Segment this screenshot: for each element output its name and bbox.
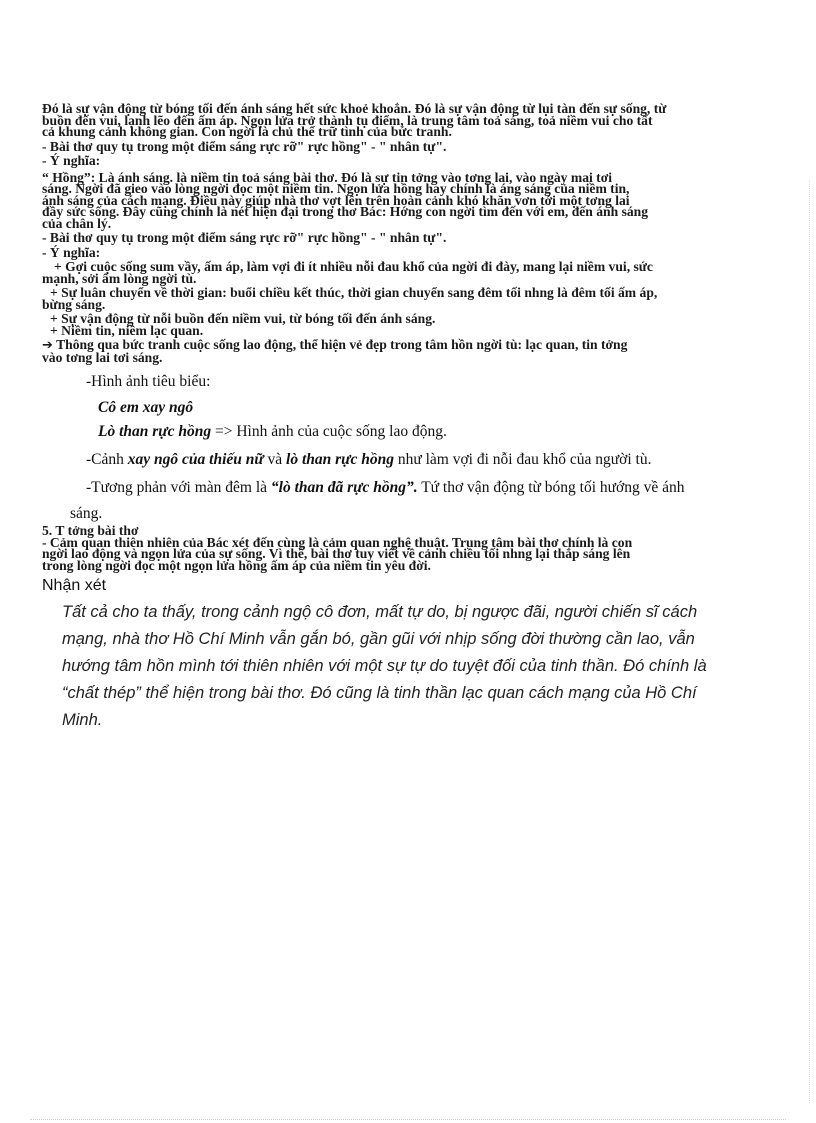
hong-line: “ Hồng”: Là ánh sáng. là niềm tin toả sáng bài thơ. Đó là sự tin tởng vào tơng lai, vào ngày mai tơi xyxy=(42,169,613,185)
bullet-line: mạnh, sởi ấm lòng ngời tù. xyxy=(42,270,197,286)
comment-paragraph xyxy=(42,599,772,734)
hong-line: đầy sức sống. Đây cũng chính là nét hiện đại trong thơ Bác: Hớng con ngời tìm đến với em, đến ánh sáng xyxy=(42,204,649,219)
page-border-right xyxy=(809,180,810,1103)
bullet-line: bừng sáng. xyxy=(42,296,106,312)
canh-line xyxy=(42,451,772,469)
canh-mid: và xyxy=(263,451,287,468)
section-5-line: ngời lao động và ngọn lửa của sự sống. Vì thế, bài thơ tuy viết về cảnh chiều tối nhng lại thắp sáng lên xyxy=(42,546,631,561)
comment-line: Minh. xyxy=(62,711,103,729)
hinh-anh-label: -Hình ảnh tiêu biểu: xyxy=(86,373,211,390)
quote-note: => Hình ảnh của cuộc sống lao động. xyxy=(214,423,447,440)
arrow-right-icon: ➔ xyxy=(42,338,53,353)
bullet-line: + Gợi cuộc sống sum vầy, ấm áp, làm vợi đi ít nhiều nỗi đau khổ của ngời đi đày, mang lại niềm vui, sức xyxy=(54,259,653,274)
comment-line: “chất thép” thể hiện trong bài thơ. Đó cũng là tinh thần lạc quan cách mạng của Hồ Chí xyxy=(62,684,697,702)
comment-line: Tất cả cho ta thấy, trong cảnh ngộ cô đơn, mất tự do, bị ngược đãi, người chiến sĩ cách xyxy=(62,603,698,621)
y-nghia-label: - Ý nghĩa: xyxy=(42,153,101,168)
tuong-prefix: -Tương phản với màn đêm là xyxy=(86,479,271,496)
canh-emphasis: xay ngô của thiếu nữ xyxy=(127,451,264,468)
para1-line: buồn đến vui, lạnh lẽo đến ấm áp. Ngọn lửa trở thành tụ điểm, là trung tâm toả sáng, toả niềm vui cho tất xyxy=(42,112,653,128)
tuong-emphasis: “lò than đã rực hồng”. xyxy=(270,479,418,496)
bai-tho-line: - Bài thơ quy tụ trong một điểm sáng rực rỡ" rực hồng" - " nhân tự". xyxy=(42,138,447,154)
section-5 xyxy=(42,525,772,571)
comment-line: mạng, nhà thơ Hồ Chí Minh vẫn gắn bó, gần gũi với nhịp sống đời thường cần lao, vẫn xyxy=(62,630,695,648)
tuong-phan-cont: sáng. xyxy=(70,505,103,522)
canh-emphasis: lò than rực hồng xyxy=(286,451,394,468)
canh-prefix: -Cảnh xyxy=(86,451,128,468)
bai-tho-line: - Bài thơ quy tụ trong một điểm sáng rực rỡ" rực hồng" - " nhân tự". xyxy=(42,230,447,245)
bullet-line: + Niềm tin, niềm lạc quan. xyxy=(50,322,204,338)
page-border-bottom xyxy=(30,1119,786,1120)
y-nghia-label: - Ý nghĩa: xyxy=(42,244,101,260)
bullet-line: + Sự vận động từ nỗi buồn đến niềm vui, từ bóng tối đến ánh sáng. xyxy=(50,311,436,326)
document-page xyxy=(42,103,772,734)
quote-line: Cô em xay ngô xyxy=(98,399,194,416)
tuong-suffix: Tứ thơ vận động từ bóng tối hướng về ánh xyxy=(417,479,685,496)
quote-line xyxy=(42,423,772,441)
para1-line: Đó là sự vận động từ bóng tối đến ánh sáng hết sức khoẻ khoắn. Đó là sự vận động từ lụi tàn đến sự sống, từ xyxy=(42,101,667,116)
nhan-xet-heading: Nhận xét xyxy=(42,577,107,594)
tuong-phan-line xyxy=(42,479,772,497)
section-5-line: - Cảm quan thiên nhiên của Bác xét đến cùng là cảm quan nghệ thuật. Trung tâm bài thơ chính là con xyxy=(42,534,633,550)
conclusion-text: Thông qua bức tranh cuộc sống lao động, thể hiện vẻ đẹp trong tâm hồn ngời tù: lạc quan, tin tởng xyxy=(56,337,628,352)
conclusion-line: vào tơng lai tơi sáng. xyxy=(42,349,163,365)
para1-line: cả khung cảnh không gian. Con ngời là chủ thể trữ tình của bức tranh. xyxy=(42,124,452,139)
section-5-title: 5. T tởng bài thơ xyxy=(42,523,139,538)
dense-text-block xyxy=(42,103,772,363)
bullet-line: + Sự luân chuyển về thời gian: buổi chiều kết thúc, thời gian chuyển sang đêm tối nhng là đêm tối ấm áp, xyxy=(50,285,658,300)
hong-line: ánh sáng của cách mạng. Điều này giúp nhà thơ vợt lên trên hoàn cảnh khó khăn vơn tới một tơng lai xyxy=(42,192,630,208)
hong-line: của chân lý. xyxy=(42,215,112,231)
analysis-block xyxy=(42,373,772,523)
comment-line: hướng tâm hồn mình tới thiên nhiên với một sự tự do tuyệt đối của tinh thần. Đó chính là xyxy=(62,657,707,675)
section-5-line: trong lòng ngời đọc một ngọn lửa hồng ấm áp của niềm tin yêu đời. xyxy=(42,557,431,573)
quote-text: Lò than rực hồng xyxy=(98,423,212,440)
hong-line: sáng. Ngời đã gieo vào lòng ngời đọc một niềm tin. Ngọn lửa hồng hay chính là áng sáng của niềm tin, xyxy=(42,181,630,196)
canh-suffix: như làm vợi đi nỗi đau khổ của người tù. xyxy=(393,451,652,468)
